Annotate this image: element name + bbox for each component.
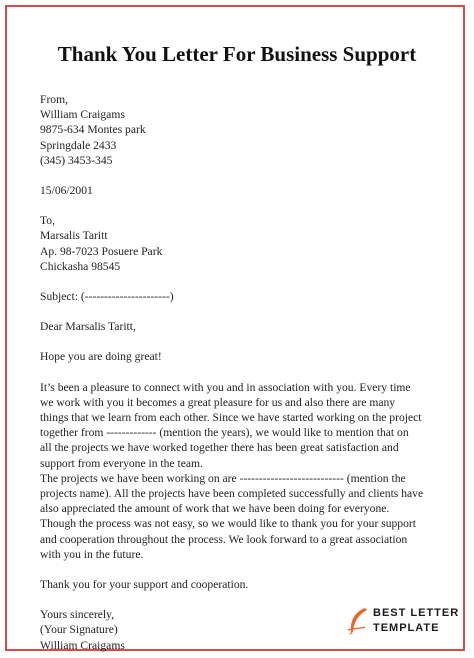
recipient-address-line-1: Ap. 98-7023 Posuere Park: [40, 244, 163, 258]
sender-label: From,: [40, 93, 69, 106]
letter-body: [40, 92, 440, 653]
paragraph-line: and cooperation throughout the process. We look forward to a great association: [40, 532, 408, 546]
paragraph-line: with you in the future.: [40, 547, 144, 561]
paragraph-line: support from everyone in the team.: [40, 456, 203, 470]
paragraph-line: The projects we have been working on are --------------------------- (mention the: [40, 471, 406, 485]
page-title: Thank You Letter For Business Support: [57, 42, 417, 66]
body-paragraph-2: [40, 471, 440, 562]
signer-name: William Craigams: [40, 638, 125, 652]
letter-date: 15/06/2001: [40, 184, 93, 198]
best-letter-template-logo: [345, 604, 461, 644]
paragraph-line: Though the process was not easy, so we would like to thank you for your support: [40, 517, 416, 531]
logo-line-1: BEST LETTER: [373, 607, 460, 619]
recipient-block: [40, 213, 440, 274]
signature-placeholder: (Your Signature): [40, 623, 118, 637]
sender-address-line-1: 9875-634 Montes park: [40, 123, 146, 137]
opening-line: Hope you are doing great!: [40, 350, 162, 364]
subject-line: Subject: (----------------------): [40, 290, 174, 304]
closing-thanks: Thank you for your support and cooperation.: [40, 578, 249, 592]
paragraph-line: all the projects we have worked together there has been great satisfaction and: [40, 441, 399, 455]
paragraph-line: It’s been a pleasure to connect with you and in association with you. Every time: [40, 380, 411, 394]
recipient-name: Marsalis Taritt: [40, 229, 108, 243]
paragraph-line: projects name). All the projects have been completed successfully and clients have: [40, 487, 424, 501]
body-paragraph-1: [40, 380, 440, 471]
paragraph-line: also appreciated the amount of work that we have been doing for everyone.: [40, 502, 390, 516]
paragraph-line: we work with you it becomes a great pleasure for us and also there are many: [40, 395, 396, 409]
logo-line-2: TEMPLATE: [373, 622, 440, 634]
recipient-label: To,: [40, 214, 55, 228]
recipient-address-line-2: Chickasha 98545: [40, 259, 121, 273]
sender-name: William Craigams: [40, 108, 125, 122]
paragraph-line: things that we learn from each other. Since we have started working on the project: [40, 411, 422, 425]
quill-pen-icon: [345, 606, 371, 636]
sender-address-line-2: Springdale 2433: [40, 138, 117, 152]
sender-block: [40, 92, 440, 168]
valediction: Yours sincerely,: [40, 608, 115, 622]
sender-phone: (345) 3453-345: [40, 153, 113, 167]
paragraph-line: together from ------------- (mention the years), we would like to mention that on: [40, 426, 409, 440]
logo-wordmark: [373, 606, 459, 636]
salutation: Dear Marsalis Taritt,: [40, 320, 136, 334]
